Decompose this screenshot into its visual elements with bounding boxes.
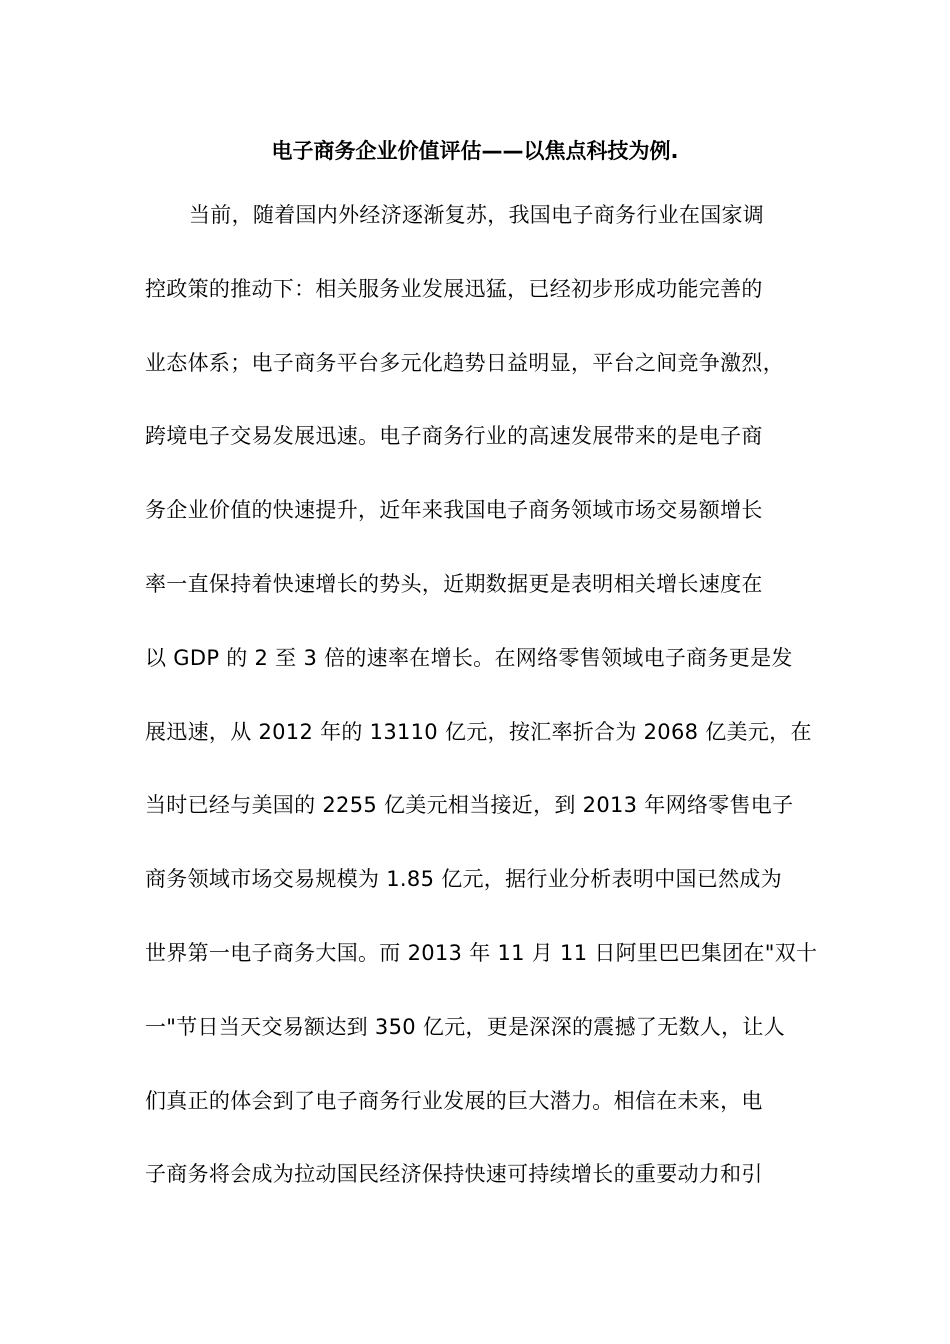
paragraph-line: 展迅速，从 2012 年的 13110 亿元，按汇率折合为 2068 亿美元，在 xyxy=(145,719,812,744)
paragraph-line: 控政策的推动下：相关服务业发展迅猛，已经初步形成功能完善的 xyxy=(145,276,763,301)
paragraph-line: 跨境电子交易发展迅速。电子商务行业的高速发展带来的是电子商 xyxy=(145,424,763,449)
paragraph-line: 世界第一电子商务大国。而 2013 年 11 月 11 日阿里巴巴集团在"双十 xyxy=(145,940,818,965)
paragraph-line: 们真正的体会到了电子商务行业发展的巨大潜力。相信在未来，电 xyxy=(145,1088,763,1113)
paragraph-line: 当前，随着国内外经济逐渐复苏，我国电子商务行业在国家调 xyxy=(189,203,765,227)
document-title: 电子商务企业价值评估——以焦点科技为例. xyxy=(271,139,679,163)
paragraph-line: 以 GDP 的 2 至 3 倍的速率在增长。在网络零售领域电子商务更是发 xyxy=(145,645,793,670)
paragraph-line: 率一直保持着快速增长的势头，近期数据更是表明相关增长速度在 xyxy=(145,571,763,596)
paragraph-line: 业态体系；电子商务平台多元化趋势日益明显，平台之间竞争激烈， xyxy=(145,350,784,375)
paragraph-line: 一"节日当天交易额达到 350 亿元，更是深深的震撼了无数人，让人 xyxy=(145,1014,785,1039)
paragraph-line: 务企业价值的快速提升，近年来我国电子商务领域市场交易额增长 xyxy=(145,498,763,523)
paragraph-line: 当时已经与美国的 2255 亿美元相当接近，到 2013 年网络零售电子 xyxy=(145,793,794,818)
paragraph-line: 商务领域市场交易规模为 1.85 亿元，据行业分析表明中国已然成为 xyxy=(145,867,783,892)
paragraph-line: 子商务将会成为拉动国民经济保持快速可持续增长的重要动力和引 xyxy=(145,1162,763,1187)
body-paragraph xyxy=(145,200,845,1233)
